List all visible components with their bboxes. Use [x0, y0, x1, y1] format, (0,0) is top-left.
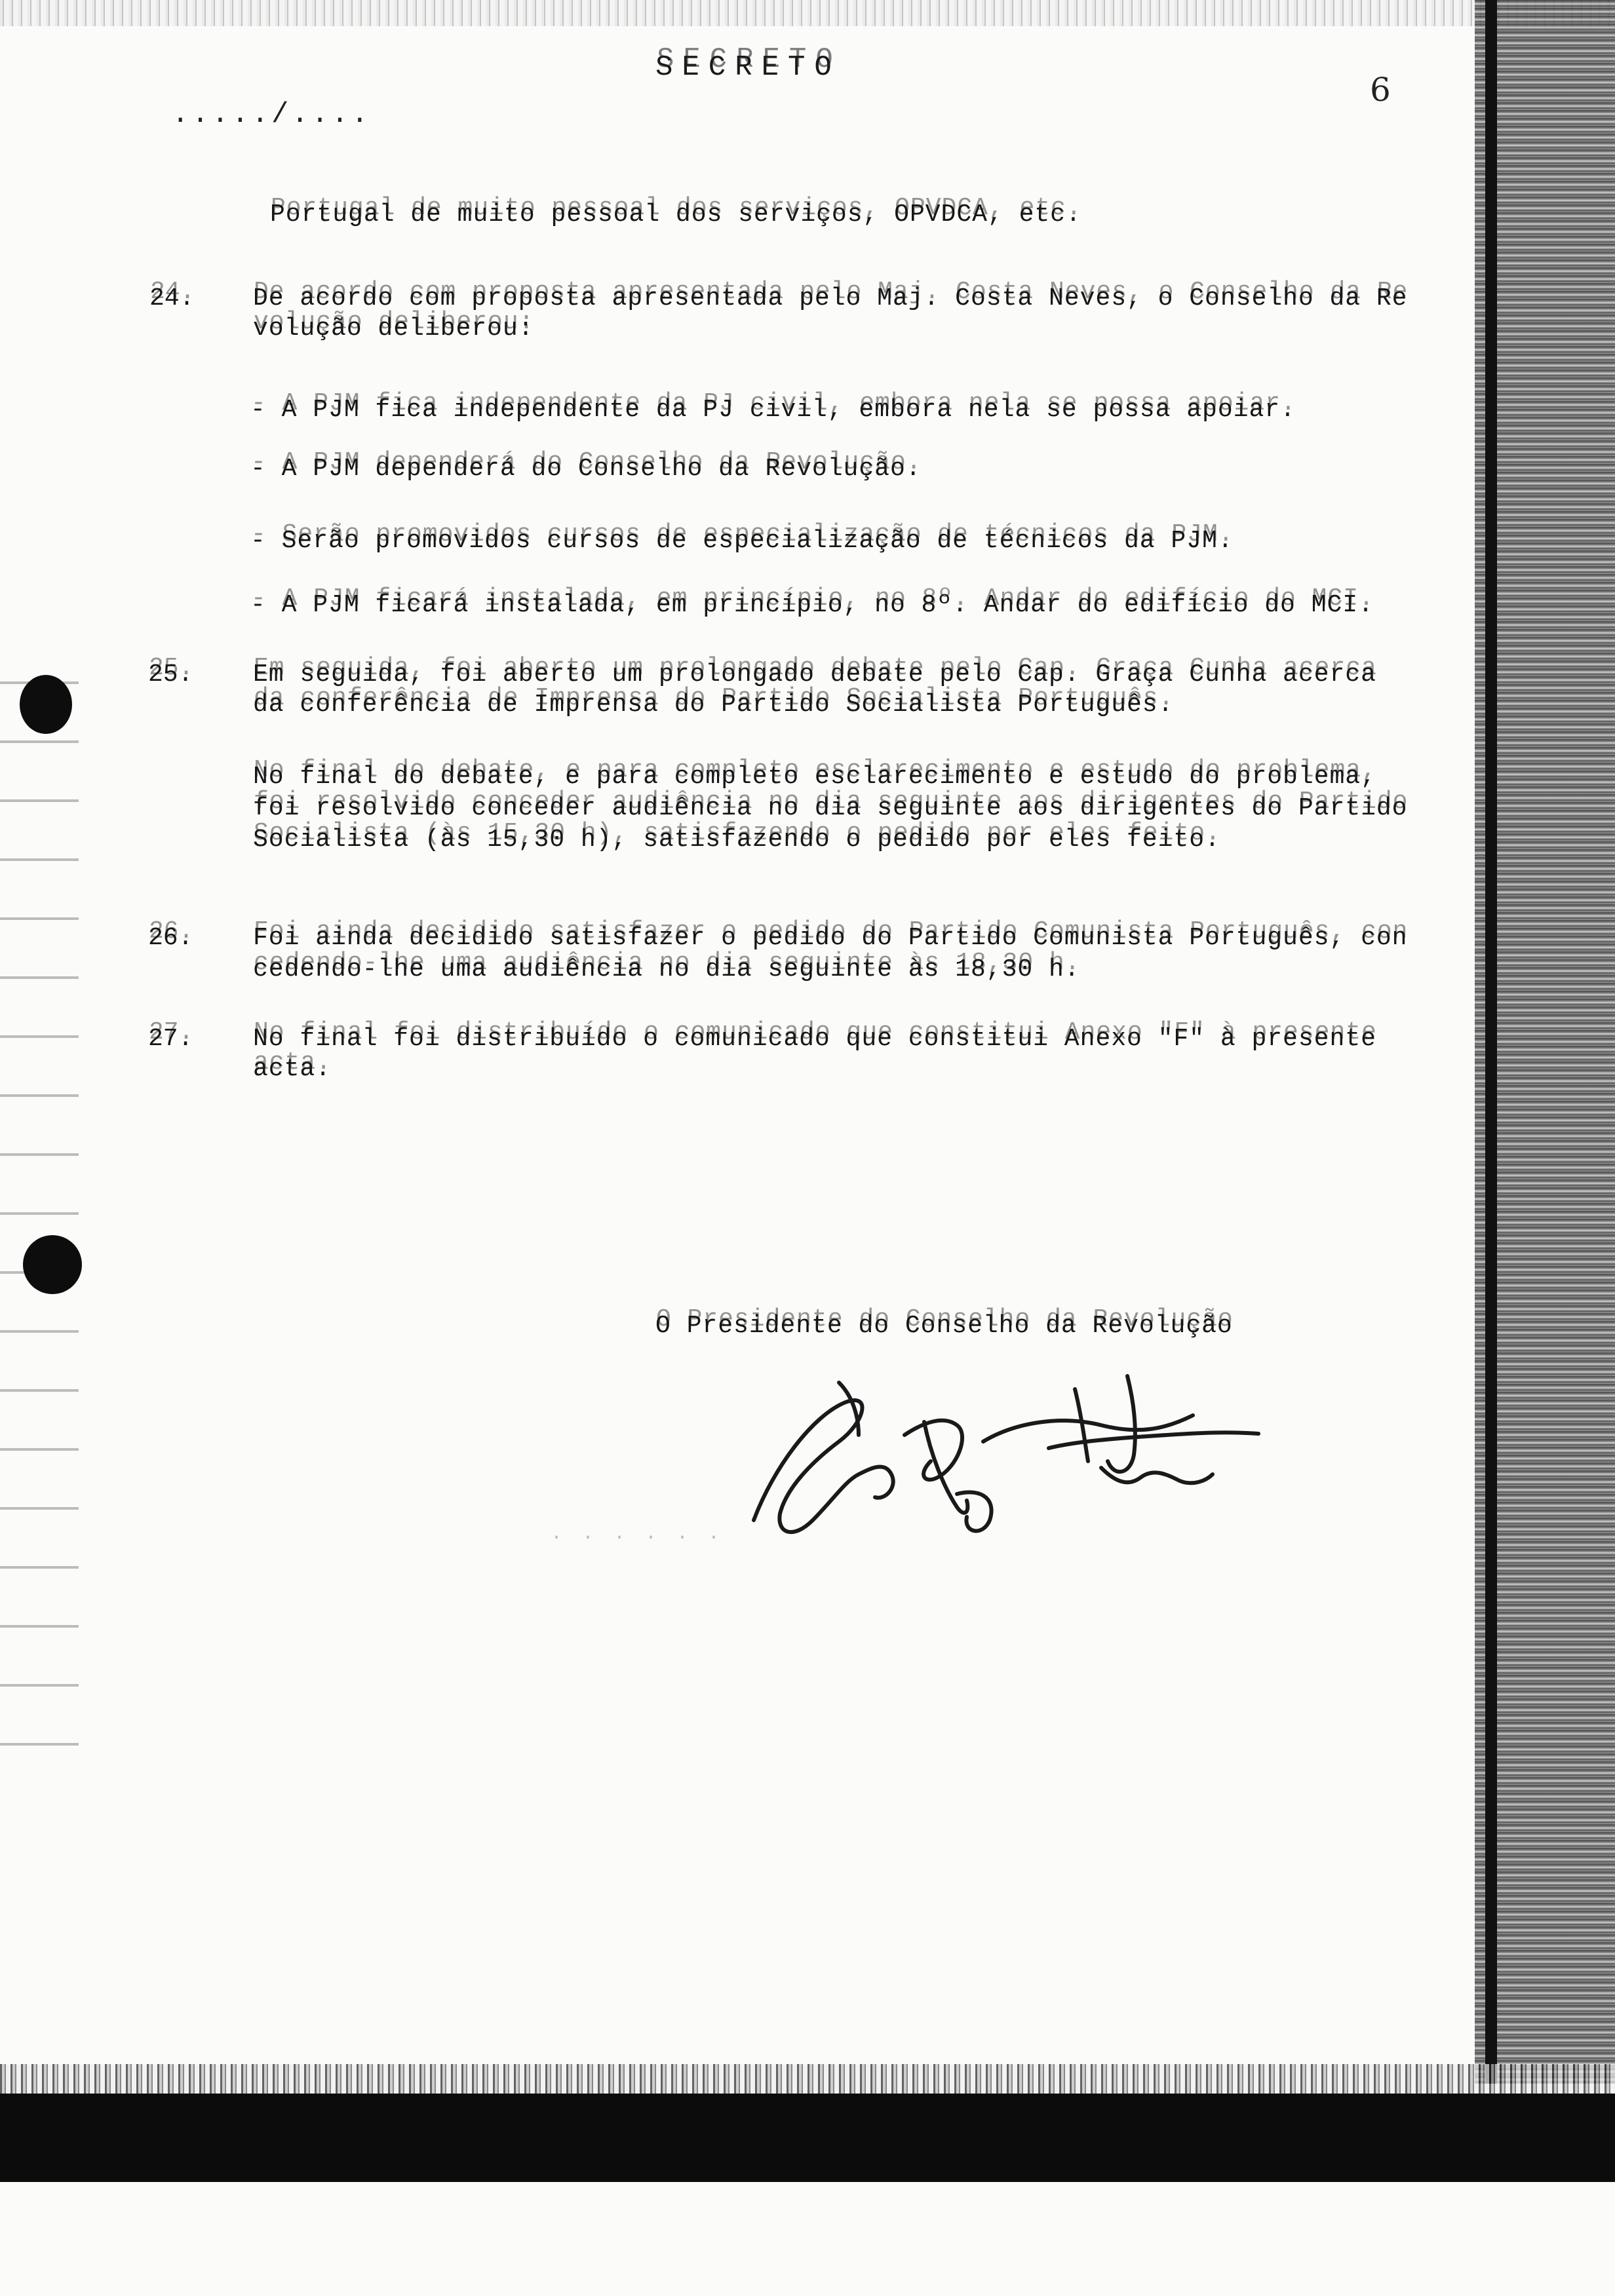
paragraph-line: volução deliberou:	[253, 315, 534, 343]
paragraph-line: No final do debate, e para completo esclarecimento e estudo do problema,	[253, 763, 1376, 791]
paragraph-line: da conferência de Imprensa do Partido Socialista Português.	[253, 691, 1174, 719]
list-item: - A PJM ficará instalada, em princípio, no 8º. Andar do edifício do MCI.	[250, 591, 1374, 619]
intro-line: Portugal de muito pessoal dos serviços, OPVDCA, etc.	[270, 201, 1081, 229]
paragraph-line: Em seguida, foi aberto um prolongado debate pelo Cap. Graça Cunha acerca	[253, 660, 1376, 689]
paragraph-line: cedendo-lhe uma audiência no dia seguinte às 18,30 h.	[253, 955, 1080, 984]
scan-top-edge	[0, 0, 1615, 26]
list-item: - A PJM dependerá do Conselho da Revolução.	[250, 455, 922, 483]
page-number: 6	[1370, 71, 1391, 109]
paragraph-number: 26.	[148, 924, 193, 952]
paragraph-line: foi resolvido conceder audiência no dia seguinte aos dirigentes do Partido	[253, 794, 1408, 822]
faint-stamp-mark: · · · · · ·	[551, 1527, 724, 1549]
paragraph-number: 25.	[148, 660, 193, 689]
paragraph-line: Foi ainda decidido satisfazer o pedido do Partido Comunista Português, con	[253, 924, 1408, 952]
reference-number: ...../....	[172, 98, 372, 131]
scan-right-edge-shadow	[1485, 0, 1497, 2084]
classification-heading: SECRETO	[655, 51, 841, 84]
paragraph-number: 24.	[149, 284, 195, 313]
paragraph-number: 27.	[148, 1025, 193, 1053]
scan-bottom-noise	[0, 2064, 1615, 2097]
paragraph-line: acta.	[253, 1055, 332, 1083]
scan-bottom-edge	[0, 2094, 1615, 2182]
scan-left-edge-noise	[0, 655, 79, 1769]
signatory-title: O Presidente do Conselho da Revolução	[655, 1312, 1233, 1340]
list-item: - A PJM fica independente da PJ civil, embora nela se possa apoiar.	[250, 396, 1296, 424]
punch-hole	[23, 1235, 82, 1294]
paragraph-line: De acordo com proposta apresentada pelo Maj. Costa Neves, o Conselho da Re	[253, 284, 1408, 313]
paragraph-line: Socialista (às 15,30 h), satisfazendo o pedido por eles feito.	[253, 826, 1220, 854]
list-item: - Serão promovidos cursos de especialização de técnicos da PJM.	[250, 527, 1234, 555]
punch-hole	[20, 675, 72, 734]
paragraph-line: No final foi distribuído o comunicado que constitui Anexo "F" à presente	[253, 1025, 1376, 1053]
handwritten-signature	[708, 1363, 1298, 1559]
